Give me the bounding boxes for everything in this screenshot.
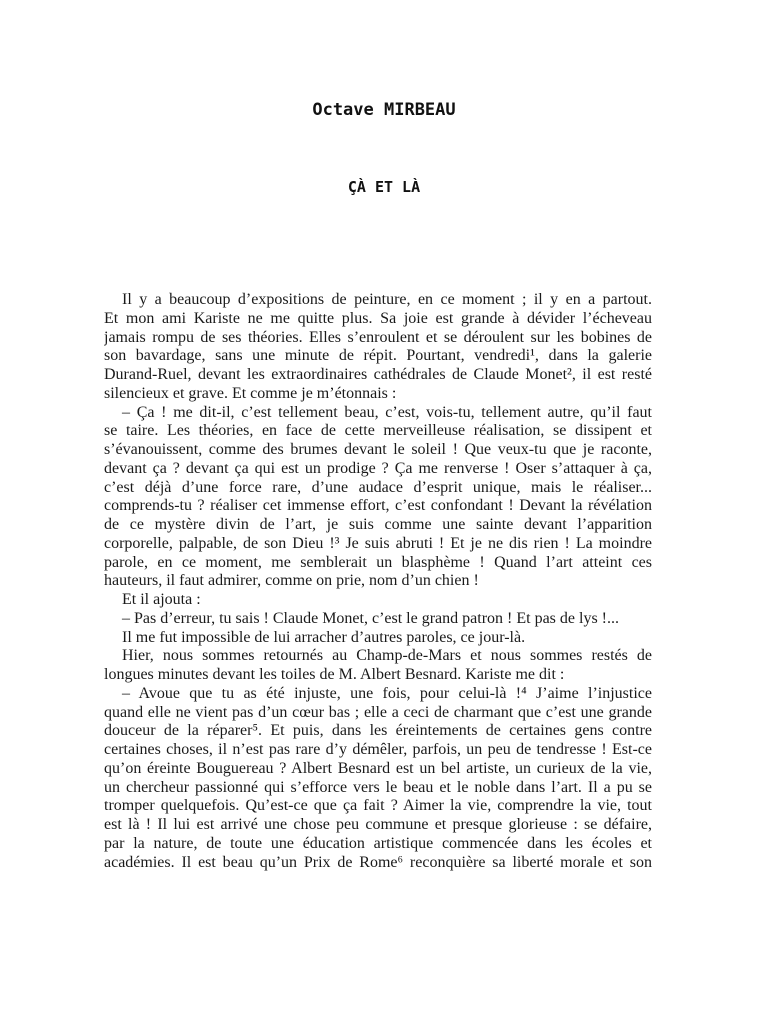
text-line: – Ça ! me dit-il, c’est tellement beau, c’est, vois-tu, tellement autre, qu’il faut [122, 403, 652, 421]
article-body [104, 291, 652, 872]
text-line: devant ça ? devant ça qui est un prodige ? Ça me renverse ! Oser s’attaquer à ça, [104, 459, 652, 477]
text-line: parole, en ce moment, me semblerait un blasphème ! Quand l’art atteint ces [104, 553, 652, 571]
text-line: silencieux et grave. Et comme je m’étonnais : [104, 384, 397, 402]
text-line: académies. Il est beau qu’un Prix de Rome⁶ reconquière sa liberté morale et son [104, 853, 652, 871]
text-line: c’est déjà d’une force rare, d’une audace d’esprit unique, mais le réaliser... [104, 478, 652, 496]
text-line: est là ! Il lui est arrivé une chose peu commune et presque glorieuse : se défaire, [104, 816, 652, 833]
text-line: comprends-tu ? réaliser cet immense effort, c’est confondant ! Devant la révélation [104, 497, 652, 515]
text-line: de ce mystère divin de l’art, je suis comme une sainte devant l’apparition [104, 516, 652, 533]
article-title: ÇÀ ET LÀ [347, 178, 421, 196]
text-line: s’évanouissent, comme des brumes devant le soleil ! Que veux-tu que je raconte, [104, 441, 652, 458]
text-line: son bavardage, sans une minute de répit. Pourtant, vendredi¹, dans la galerie [104, 347, 652, 365]
text-line: se taire. Les théories, en face de cette merveilleuse réalisation, se dissipent et [104, 422, 652, 440]
text-line: Et mon ami Kariste ne me quitte plus. Sa joie est grande à dévider l’écheveau [104, 309, 652, 327]
text-line: certaines choses, il n’est pas rare d’y démêler, parfois, un peu de tendresse ! Est-ce [104, 741, 652, 758]
text-line: quand elle ne vient pas d’un cœur bas ; elle a ceci de charmant que c’est une grande [104, 703, 652, 721]
text-line: Et il ajouta : [122, 591, 201, 608]
text-line: par la nature, de toute une éducation artistique commencée dans les écoles et [104, 834, 652, 852]
text-line: hauteurs, il faut admirer, comme on prie, nom d’un chien ! [104, 572, 479, 590]
text-line: douceur de la réparer⁵. Et puis, dans les éreintements de certaines gens contre [104, 722, 652, 740]
text-line: – Pas d’erreur, tu sais ! Claude Monet, c’est le grand patron ! Et pas de lys !... [122, 609, 619, 627]
text-line: un chercheur passionné qui s’efforce vers le beau et le noble dans l’art. Il a pu se [104, 778, 652, 796]
text-line: Hier, nous sommes retournés au Champ-de-Mars et nous sommes restés de [122, 647, 652, 665]
text-line: Il y a beaucoup d’expositions de peinture, en ce moment ; il y en a partout. [122, 291, 652, 308]
text-line: Il me fut impossible de lui arracher d’autres paroles, ce jour-là. [122, 628, 526, 646]
text-line: longues minutes devant les toiles de M. Albert Besnard. Kariste me dit : [104, 666, 565, 683]
text-line: tromper quelquefois. Qu’est-ce que ça fait ? Aimer la vie, comprendre la vie, tout [104, 797, 652, 815]
text-line: qu’on éreinte Bouguereau ? Albert Besnard est un bel artiste, un curieux de la vie, [104, 759, 652, 777]
text-line: Durand-Ruel, devant les extraordinaires cathédrales de Claude Monet², il est resté [104, 366, 652, 383]
author-heading: Octave MIRBEAU [312, 100, 456, 120]
text-line: corporelle, palpable, de son Dieu !³ Je suis abruti ! Et je ne dis rien ! La moindre [104, 534, 652, 552]
text-line: – Avoue que tu as été injuste, une fois, pour celui-là !⁴ J’aime l’injustice [122, 684, 652, 702]
text-line: jamais rompu de ses théories. Elles s’enroulent et se déroulent sur les bobines de [104, 328, 652, 346]
